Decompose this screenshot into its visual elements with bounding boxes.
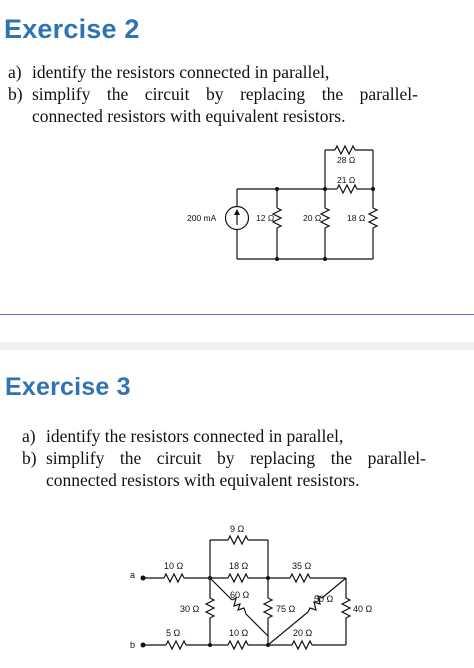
label-10-ohm-bottom: 10 Ω bbox=[229, 628, 249, 638]
resistor-40-ohm bbox=[342, 598, 350, 618]
resistor-10-ohm-bottom bbox=[228, 641, 248, 649]
question-a-text: identify the resistors connected in parallel, bbox=[32, 62, 330, 82]
question-a-text: identify the resistors connected in parallel, bbox=[46, 426, 344, 446]
node-dot bbox=[371, 187, 375, 191]
node-dot bbox=[323, 187, 327, 191]
node-b-label: b bbox=[130, 640, 136, 650]
label-9-ohm: 9 Ω bbox=[230, 524, 245, 534]
label-21-ohm: 21 Ω bbox=[337, 175, 356, 185]
word: by bbox=[206, 84, 224, 104]
label-5-ohm: 5 Ω bbox=[166, 628, 181, 638]
resistor-9-ohm bbox=[228, 536, 248, 544]
exercise-2-questions bbox=[8, 61, 418, 127]
label-20-ohm: 20 Ω bbox=[303, 213, 322, 223]
label-35-ohm: 35 Ω bbox=[292, 561, 312, 571]
node-a-label: a bbox=[130, 570, 136, 580]
question-b bbox=[8, 83, 418, 105]
question-b-continuation: connected resistors with equivalent resistors. bbox=[32, 106, 346, 126]
exercise-3-title: Exercise 3 bbox=[5, 373, 131, 401]
terminal-b bbox=[141, 643, 146, 648]
terminal-a bbox=[141, 576, 146, 581]
exercise-3-questions bbox=[22, 425, 426, 491]
label-40-ohm: 40 Ω bbox=[353, 604, 373, 614]
word: the bbox=[321, 84, 344, 104]
resistor-30-ohm bbox=[206, 598, 214, 618]
question-b bbox=[22, 447, 426, 469]
resistor-20-ohm bbox=[292, 641, 312, 649]
label-60-ohm: 60 Ω bbox=[230, 590, 250, 600]
question-a bbox=[8, 61, 418, 83]
label-18-ohm: 18 Ω bbox=[229, 561, 249, 571]
question-a bbox=[22, 425, 426, 447]
question-b-label: b) bbox=[22, 448, 37, 468]
word: circuit bbox=[144, 84, 190, 104]
word: parallel- bbox=[359, 84, 418, 104]
question-b-continuation: connected resistors with equivalent resistors. bbox=[46, 470, 360, 490]
word: replacing bbox=[250, 448, 316, 468]
resistor-28-ohm bbox=[335, 146, 355, 154]
word: parallel- bbox=[367, 448, 426, 468]
question-b-text bbox=[46, 447, 426, 469]
word: simplify bbox=[46, 448, 105, 468]
node-dot bbox=[266, 576, 270, 580]
label-75-ohm: 75 Ω bbox=[276, 604, 296, 614]
node-dot bbox=[275, 257, 279, 261]
word: the bbox=[330, 448, 353, 468]
resistor-35-ohm bbox=[290, 574, 310, 582]
word: circuit bbox=[156, 448, 202, 468]
resistor-18-ohm bbox=[228, 574, 248, 582]
question-a-label: a) bbox=[22, 426, 36, 446]
resistor-10-ohm-top bbox=[164, 574, 184, 582]
word: by bbox=[217, 448, 235, 468]
resistor-21-ohm bbox=[337, 185, 357, 193]
node-dot bbox=[208, 576, 212, 580]
node-dot bbox=[323, 257, 327, 261]
resistor-60-ohm bbox=[232, 598, 246, 614]
circuit-diagram-exercise-3 bbox=[0, 518, 474, 668]
resistor-12-ohm bbox=[273, 208, 281, 228]
label-18-ohm: 18 Ω bbox=[347, 213, 366, 223]
resistor-18-ohm bbox=[369, 208, 377, 228]
arrowhead-icon bbox=[234, 209, 240, 215]
question-b-text bbox=[32, 83, 418, 105]
word: replacing bbox=[240, 84, 306, 104]
word: the bbox=[119, 448, 142, 468]
resistor-5-ohm bbox=[166, 641, 186, 649]
source-label: 200 mA bbox=[187, 213, 217, 223]
circuit-diagram-exercise-2 bbox=[0, 140, 474, 300]
section-separator bbox=[0, 342, 474, 350]
resistor-20-ohm bbox=[321, 208, 329, 228]
label-10-ohm-top: 10 Ω bbox=[164, 561, 184, 571]
label-12-ohm: 12 Ω bbox=[256, 213, 275, 223]
label-20-ohm: 20 Ω bbox=[293, 628, 313, 638]
label-28-ohm: 28 Ω bbox=[337, 155, 356, 165]
question-b-label: b) bbox=[8, 84, 23, 104]
section-divider bbox=[0, 314, 474, 315]
exercise-2-title: Exercise 2 bbox=[4, 14, 140, 44]
node-dot bbox=[275, 187, 279, 191]
question-a-label: a) bbox=[8, 62, 22, 82]
word: simplify bbox=[32, 84, 91, 104]
node-dot bbox=[266, 643, 270, 647]
label-50-ohm: 50 Ω bbox=[314, 594, 334, 604]
resistor-75-ohm bbox=[264, 598, 272, 618]
label-30-ohm: 30 Ω bbox=[180, 604, 200, 614]
node-dot bbox=[208, 643, 212, 647]
word: the bbox=[106, 84, 129, 104]
